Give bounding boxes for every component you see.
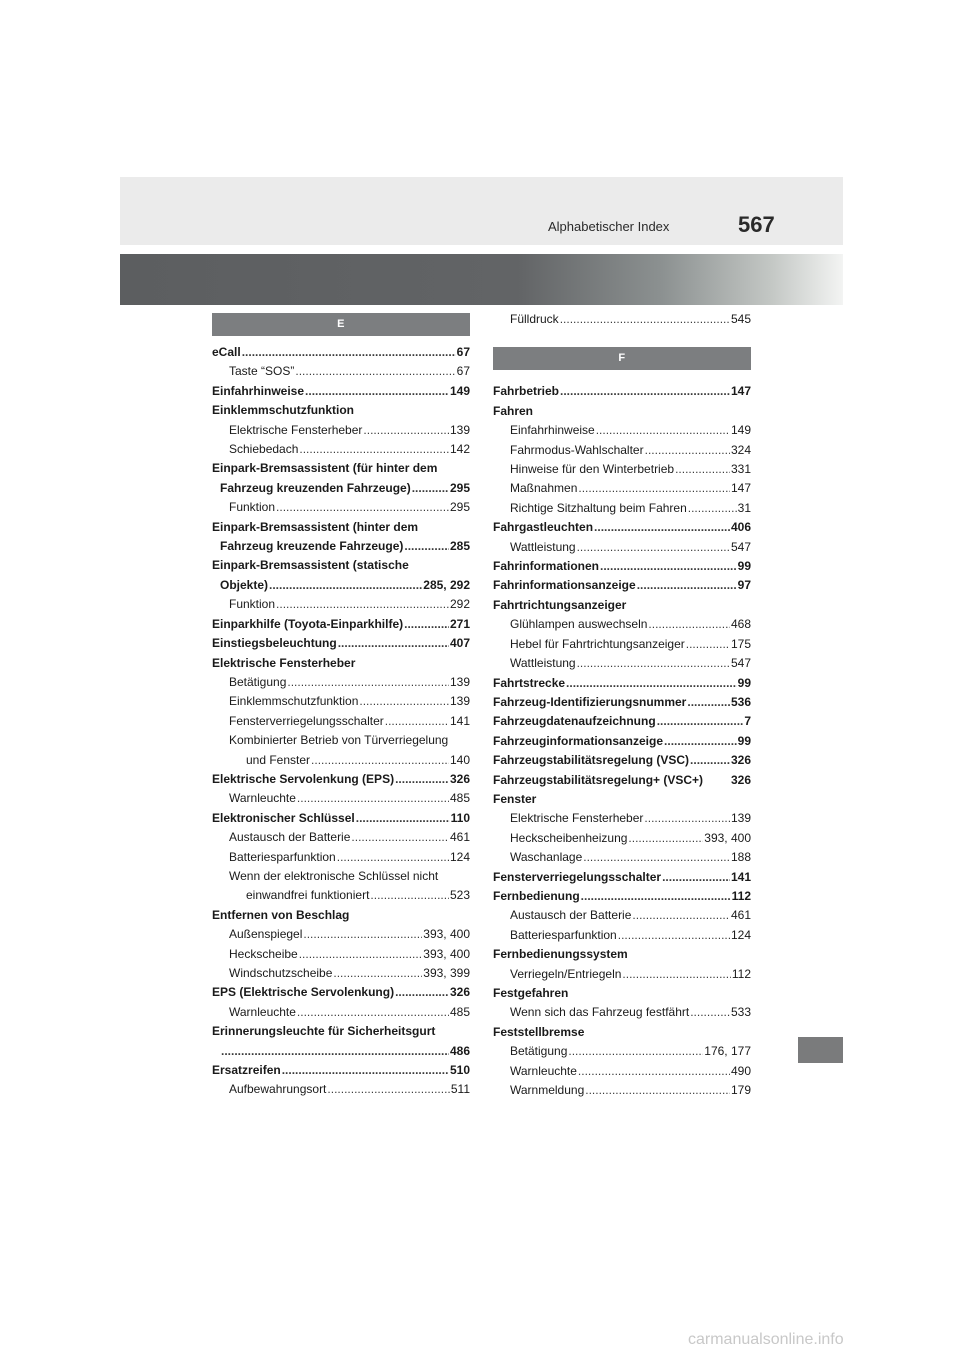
leader-dots bbox=[287, 673, 449, 692]
entry-term: Windschutzscheibe bbox=[229, 966, 333, 980]
index-entry[interactable]: Fernbedienungssystem bbox=[493, 947, 628, 962]
index-entry[interactable] bbox=[212, 983, 470, 1002]
index-entry[interactable] bbox=[493, 615, 751, 634]
leader-dots bbox=[337, 848, 449, 867]
leader-dots bbox=[594, 518, 730, 537]
entry-page-number[interactable]: 295 bbox=[449, 500, 470, 515]
entry-term: Wattleistung bbox=[510, 656, 576, 671]
entry-page-number[interactable]: 536 bbox=[730, 694, 751, 709]
leader-dots bbox=[297, 1003, 449, 1022]
index-entry[interactable] bbox=[493, 310, 751, 329]
entry-term: Fahrbetrieb bbox=[493, 384, 560, 399]
index-entry[interactable] bbox=[493, 654, 751, 673]
entry-page-number[interactable]: 461 bbox=[730, 908, 751, 923]
entry-page-number[interactable]: 141 bbox=[730, 869, 751, 884]
leader-dots bbox=[221, 1042, 449, 1061]
leader-dots bbox=[648, 615, 730, 634]
entry-page-number[interactable]: 547 bbox=[730, 539, 751, 554]
leader-dots bbox=[657, 712, 744, 731]
section-title: Alphabetischer Index bbox=[548, 219, 670, 234]
index-entry[interactable] bbox=[212, 343, 470, 362]
entry-page-number[interactable]: 393, 400 bbox=[423, 946, 470, 961]
entry-term: eCall bbox=[212, 345, 241, 359]
leader-dots bbox=[276, 498, 449, 517]
letter-heading-f: F bbox=[493, 347, 751, 370]
entry-term: Heckscheibenheizung bbox=[510, 830, 628, 845]
leader-dots bbox=[644, 809, 730, 828]
leader-dots bbox=[303, 925, 422, 944]
entry-page-number[interactable]: 326 bbox=[730, 772, 751, 787]
entry-page-number[interactable]: 510 bbox=[449, 1063, 470, 1078]
entry-term: Einklemmschutzfunktion bbox=[229, 694, 359, 709]
leader-dots bbox=[363, 421, 449, 440]
leader-dots bbox=[305, 382, 449, 401]
entry-page-number[interactable]: 407 bbox=[449, 636, 470, 651]
entry-page-number[interactable]: 140 bbox=[449, 752, 470, 767]
index-column-right bbox=[493, 310, 751, 1100]
index-entry[interactable] bbox=[493, 1003, 751, 1022]
entry-page-number[interactable]: 112 bbox=[731, 966, 751, 981]
index-pre-entries bbox=[493, 310, 751, 329]
index-entry[interactable] bbox=[493, 829, 751, 848]
index-entry[interactable] bbox=[493, 479, 751, 498]
index-entry[interactable] bbox=[493, 887, 751, 906]
index-entry[interactable] bbox=[493, 693, 751, 712]
entry-page-number[interactable]: 485 bbox=[449, 791, 470, 806]
leader-dots bbox=[690, 1003, 730, 1022]
index-entry[interactable] bbox=[493, 538, 751, 557]
leader-dots bbox=[675, 460, 730, 479]
entry-term: Fülldruck bbox=[510, 312, 559, 326]
entry-term: Fahrzeuginformationsanzeige bbox=[493, 733, 664, 748]
leader-dots bbox=[581, 887, 731, 906]
entry-page-number[interactable]: 99 bbox=[737, 559, 751, 574]
index-entries-f bbox=[493, 382, 751, 1100]
entry-term: Hinweise für den Winterbetrieb bbox=[510, 462, 675, 477]
entry-page-number[interactable]: 461 bbox=[449, 830, 470, 845]
index-entry[interactable]: Einpark-Bremsassistent (hinter dem bbox=[212, 519, 419, 534]
entry-term: Elektronischer Schlüssel bbox=[212, 810, 355, 825]
index-column-left bbox=[212, 343, 470, 1100]
entry-term: Fahrzeugstabilitätsregelung+ (VSC+) bbox=[493, 772, 704, 787]
entry-term: Fahrmodus-Wahlschalter bbox=[510, 442, 644, 457]
entry-term: Warnmeldung bbox=[510, 1083, 585, 1098]
entry-term: Heckscheibe bbox=[229, 946, 298, 961]
index-entry[interactable] bbox=[212, 848, 470, 867]
entry-page-number[interactable]: 124 bbox=[449, 849, 470, 864]
entry-term: Fahrgastleuchten bbox=[493, 520, 594, 535]
index-entry[interactable] bbox=[493, 906, 751, 925]
entry-page-number[interactable]: 179 bbox=[730, 1083, 751, 1098]
leader-dots bbox=[359, 692, 449, 711]
entry-term: Objekte) bbox=[220, 577, 269, 592]
index-entry[interactable]: Einpark-Bremsassistent (statische bbox=[212, 558, 409, 573]
index-entry[interactable] bbox=[212, 576, 470, 595]
index-entry[interactable] bbox=[493, 751, 751, 770]
entry-term: Fahrinformationsanzeige bbox=[493, 578, 636, 593]
entry-page-number[interactable]: 149 bbox=[730, 423, 751, 438]
entry-page-number[interactable]: 99 bbox=[737, 733, 751, 748]
entry-page-number[interactable]: 176, 177 bbox=[704, 1044, 751, 1059]
entry-page-number[interactable]: 285, 292 bbox=[423, 577, 470, 592]
entry-page-number[interactable]: 142 bbox=[449, 442, 470, 457]
index-entry[interactable]: Fahren bbox=[493, 403, 534, 418]
entry-term: EPS (Elektrische Servolenkung) bbox=[212, 985, 395, 1000]
entry-term: Betätigung bbox=[510, 1044, 568, 1059]
leader-dots bbox=[351, 828, 449, 847]
index-entry[interactable]: Einpark-Bremsassistent (für hinter dem bbox=[212, 461, 438, 476]
leader-dots bbox=[299, 945, 423, 964]
index-entry[interactable]: Fahrtrichtungsanzeiger bbox=[493, 597, 627, 612]
entry-page-number[interactable]: 139 bbox=[449, 674, 470, 689]
index-entry[interactable] bbox=[493, 1081, 751, 1100]
entry-term: Wattleistung bbox=[510, 539, 576, 554]
entry-page-number[interactable]: 31 bbox=[737, 500, 751, 515]
entry-term: Ersatzreifen bbox=[212, 1063, 281, 1078]
leader-dots bbox=[242, 343, 456, 362]
leader-dots bbox=[295, 362, 455, 381]
leader-dots bbox=[622, 965, 730, 984]
entry-page-number[interactable]: 188 bbox=[730, 850, 751, 865]
index-entry[interactable] bbox=[212, 595, 470, 614]
index-entry[interactable] bbox=[493, 499, 751, 518]
entry-page-number[interactable]: 326 bbox=[730, 753, 751, 768]
entry-term: Austausch der Batterie bbox=[229, 830, 351, 845]
entry-term: Einparkhilfe (Toyota-Einparkhilfe) bbox=[212, 616, 404, 631]
entry-page-number[interactable]: 490 bbox=[730, 1063, 751, 1078]
index-entry[interactable] bbox=[212, 634, 470, 653]
leader-dots bbox=[327, 1080, 449, 1099]
index-entry[interactable] bbox=[493, 965, 751, 984]
entry-term: Wenn sich das Fahrzeug festfährt bbox=[510, 1005, 690, 1020]
leader-dots bbox=[687, 693, 730, 712]
index-entry[interactable] bbox=[212, 615, 470, 634]
entry-term: Fahrzeug-Identifizierungsnummer bbox=[493, 694, 687, 709]
entry-term: Schiebedach bbox=[229, 442, 299, 457]
leader-dots bbox=[311, 751, 449, 770]
entry-term: Funktion bbox=[229, 500, 276, 515]
index-entry[interactable] bbox=[212, 1061, 470, 1080]
leader-dots bbox=[404, 537, 449, 556]
entry-page-number[interactable]: 110 bbox=[450, 810, 470, 825]
entry-term: Fensterverriegelungsschalter bbox=[493, 869, 662, 884]
entry-page-number[interactable]: 295 bbox=[449, 480, 470, 495]
leader-dots bbox=[600, 557, 737, 576]
leader-dots bbox=[560, 382, 730, 401]
entry-page-number[interactable]: 511 bbox=[450, 1082, 470, 1097]
entry-term: Funktion bbox=[229, 597, 276, 612]
entry-page-number[interactable]: 139 bbox=[449, 694, 470, 709]
leader-dots bbox=[628, 829, 703, 848]
index-entry[interactable] bbox=[493, 926, 751, 945]
leader-dots bbox=[632, 906, 730, 925]
index-entry[interactable] bbox=[493, 382, 751, 401]
index-entry[interactable] bbox=[212, 751, 470, 770]
leader-dots bbox=[690, 751, 730, 770]
entry-page-number[interactable]: 393, 400 bbox=[704, 830, 751, 845]
index-entry[interactable] bbox=[212, 770, 470, 789]
leader-dots bbox=[577, 538, 730, 557]
entry-page-number[interactable]: 99 bbox=[737, 675, 751, 690]
leader-dots bbox=[282, 1061, 449, 1080]
leader-dots bbox=[596, 421, 730, 440]
entry-page-number[interactable]: 285 bbox=[449, 539, 470, 554]
entry-term: Richtige Sitzhaltung beim Fahren bbox=[510, 500, 687, 515]
entry-page-number[interactable]: 486 bbox=[449, 1043, 470, 1058]
index-entry[interactable] bbox=[212, 692, 470, 711]
leader-dots bbox=[395, 983, 449, 1002]
leader-dots bbox=[583, 848, 730, 867]
entry-term: Einfahrhinweise bbox=[510, 423, 595, 438]
entry-term: Elektrische Fensterheber bbox=[229, 422, 363, 437]
entry-page-number[interactable]: 326 bbox=[449, 985, 470, 1000]
entry-page-number[interactable]: 7 bbox=[744, 714, 751, 729]
watermark: carmanualsonline.info bbox=[688, 1331, 844, 1348]
entry-term: Taste “SOS” bbox=[229, 364, 295, 379]
index-entry[interactable] bbox=[493, 809, 751, 828]
index-entry[interactable] bbox=[212, 964, 470, 983]
entry-page-number[interactable]: 331 bbox=[730, 462, 751, 477]
entry-page-number[interactable]: 393, 399 bbox=[423, 966, 470, 980]
index-entry[interactable] bbox=[212, 789, 470, 808]
leader-dots bbox=[686, 635, 730, 654]
leader-dots bbox=[385, 712, 449, 731]
index-entry[interactable]: Festgefahren bbox=[493, 986, 569, 1000]
index-entry[interactable] bbox=[212, 673, 470, 692]
header-band bbox=[120, 254, 843, 305]
entry-term: Fahrzeugstabilitätsregelung (VSC) bbox=[493, 753, 690, 768]
index-entry[interactable] bbox=[493, 460, 751, 479]
index-entry[interactable] bbox=[493, 674, 751, 693]
entry-term: Außenspiegel bbox=[229, 927, 303, 942]
entry-term: Warnleuchte bbox=[229, 1004, 296, 1019]
index-entry[interactable] bbox=[212, 886, 470, 905]
thumb-index-tab[interactable] bbox=[798, 1037, 843, 1063]
index-entry[interactable] bbox=[212, 809, 470, 828]
index-entry[interactable] bbox=[493, 557, 751, 576]
leader-dots bbox=[664, 732, 737, 751]
page-number: 567 bbox=[738, 212, 775, 237]
entry-term: Fernbedienung bbox=[493, 888, 580, 903]
letter-heading-e: E bbox=[212, 313, 470, 336]
index-entry[interactable] bbox=[212, 945, 470, 964]
leader-dots bbox=[560, 310, 730, 329]
leader-dots bbox=[578, 1062, 730, 1081]
index-entry[interactable] bbox=[493, 732, 751, 751]
entry-term: Batteriesparfunktion bbox=[510, 927, 617, 942]
entry-page-number[interactable]: 292 bbox=[449, 597, 470, 612]
index-entry[interactable]: Fenster bbox=[493, 791, 537, 806]
entry-page-number[interactable]: 67 bbox=[456, 345, 470, 359]
index-entry[interactable]: Entfernen von Beschlag bbox=[212, 907, 350, 922]
index-entry[interactable] bbox=[493, 712, 751, 731]
index-entry[interactable] bbox=[212, 421, 470, 440]
index-entry[interactable] bbox=[212, 537, 470, 556]
entry-term: Fahrzeugdatenaufzeichnung bbox=[493, 714, 656, 729]
entry-term: Fahrtstrecke bbox=[493, 675, 566, 690]
entry-term: Fensterverriegelungsschalter bbox=[229, 713, 384, 728]
leader-dots bbox=[412, 479, 449, 498]
leader-dots bbox=[276, 595, 449, 614]
entry-page-number[interactable]: 547 bbox=[730, 656, 751, 671]
leader-dots bbox=[688, 499, 737, 518]
entry-page-number[interactable]: 149 bbox=[449, 383, 470, 398]
entry-page-number[interactable]: 147 bbox=[730, 384, 751, 399]
entry-term: Batteriesparfunktion bbox=[229, 849, 336, 864]
index-entry[interactable] bbox=[212, 498, 470, 517]
entry-page-number[interactable]: 485 bbox=[449, 1004, 470, 1019]
entry-page-number[interactable]: 147 bbox=[730, 481, 751, 496]
index-entry[interactable] bbox=[212, 828, 470, 847]
leader-dots bbox=[333, 964, 422, 983]
leader-dots bbox=[618, 926, 730, 945]
entry-term: Hebel für Fahrtrichtungsanzeiger bbox=[510, 636, 685, 651]
entry-page-number[interactable]: 67 bbox=[456, 364, 470, 379]
leader-dots bbox=[404, 615, 449, 634]
entry-page-number[interactable]: 124 bbox=[730, 927, 751, 942]
entry-page-number[interactable]: 175 bbox=[730, 636, 751, 651]
index-entry[interactable]: Erinnerungsleuchte für Sicherheitsgurt bbox=[212, 1024, 436, 1039]
entry-term: Fahrzeug kreuzende Fahrzeuge) bbox=[220, 539, 404, 554]
index-entry[interactable] bbox=[493, 635, 751, 654]
leader-dots bbox=[566, 674, 737, 693]
entry-page-number[interactable]: 97 bbox=[737, 578, 751, 593]
entry-term: Waschanlage bbox=[510, 850, 583, 865]
leader-dots bbox=[662, 868, 730, 887]
leader-dots bbox=[299, 440, 449, 459]
entry-term: Einstiegsbeleuchtung bbox=[212, 636, 337, 651]
entry-page-number[interactable]: 141 bbox=[449, 713, 470, 728]
entry-page-number[interactable]: 326 bbox=[449, 771, 470, 786]
entry-page-number[interactable]: 406 bbox=[730, 520, 751, 535]
index-entry[interactable] bbox=[212, 1003, 470, 1022]
index-entry[interactable] bbox=[212, 925, 470, 944]
leader-dots bbox=[338, 634, 449, 653]
index-entry[interactable] bbox=[212, 362, 470, 381]
entry-term: Glühlampen auswechseln bbox=[510, 617, 648, 632]
leader-dots bbox=[297, 789, 449, 808]
entry-page-number[interactable]: 139 bbox=[730, 811, 751, 826]
leader-dots bbox=[637, 576, 737, 595]
index-entry[interactable] bbox=[493, 576, 751, 595]
entry-term: Verriegeln/Entriegeln bbox=[510, 966, 622, 981]
entry-term: und Fenster bbox=[246, 752, 311, 767]
leader-dots bbox=[577, 654, 730, 673]
entry-page-number[interactable]: 545 bbox=[730, 312, 751, 326]
index-entry[interactable] bbox=[493, 518, 751, 537]
entry-page-number[interactable]: 468 bbox=[730, 617, 751, 632]
leader-dots bbox=[356, 809, 450, 828]
index-entry[interactable] bbox=[493, 848, 751, 867]
entry-page-number[interactable]: 324 bbox=[730, 442, 751, 457]
index-entry[interactable] bbox=[493, 441, 751, 460]
leader-dots bbox=[568, 1042, 703, 1061]
entry-page-number[interactable]: 523 bbox=[449, 888, 470, 903]
index-entry[interactable] bbox=[493, 1062, 751, 1081]
entry-term: Betätigung bbox=[229, 674, 287, 689]
entry-term: Fahrzeug kreuzenden Fahrzeuge) bbox=[220, 480, 411, 495]
leader-dots bbox=[269, 576, 422, 595]
index-entry[interactable]: Wenn der elektronische Schlüssel nicht bbox=[229, 868, 439, 883]
entry-term: Einfahrhinweise bbox=[212, 383, 305, 398]
index-entry[interactable] bbox=[212, 382, 470, 401]
leader-dots bbox=[585, 1081, 730, 1100]
entry-term: Warnleuchte bbox=[510, 1063, 577, 1078]
index-entry[interactable] bbox=[493, 771, 751, 790]
leader-dots bbox=[578, 479, 730, 498]
index-entry[interactable] bbox=[493, 421, 751, 440]
entry-page-number[interactable]: 393, 400 bbox=[423, 927, 470, 942]
index-entry[interactable]: Kombinierter Betrieb von Türverriegelung bbox=[229, 733, 449, 748]
index-entry[interactable]: Feststellbremse bbox=[493, 1024, 585, 1039]
index-entry[interactable] bbox=[493, 868, 751, 887]
index-entry[interactable] bbox=[212, 712, 470, 731]
entry-term: Fahrinformationen bbox=[493, 559, 600, 574]
leader-dots bbox=[645, 441, 730, 460]
entry-page-number[interactable]: 533 bbox=[730, 1005, 751, 1020]
index-entry[interactable] bbox=[212, 479, 470, 498]
header-box bbox=[120, 177, 843, 245]
entry-term: Warnleuchte bbox=[229, 791, 296, 806]
index-entry[interactable]: Einklemmschutzfunktion bbox=[212, 403, 355, 418]
entry-term: Elektrische Fensterheber bbox=[510, 811, 644, 826]
entry-term: einwandfrei funktioniert bbox=[246, 888, 370, 903]
entry-term: Maßnahmen bbox=[510, 481, 578, 496]
index-entry[interactable]: Elektrische Fensterheber bbox=[212, 655, 356, 670]
index-entry[interactable] bbox=[212, 1042, 470, 1061]
entry-page-number[interactable]: 139 bbox=[449, 422, 470, 437]
index-entry[interactable] bbox=[212, 440, 470, 459]
index-entry[interactable] bbox=[212, 1080, 470, 1099]
entry-page-number[interactable]: 112 bbox=[731, 888, 751, 903]
index-entry[interactable] bbox=[493, 1042, 751, 1061]
entry-term: Elektrische Servolenkung (EPS) bbox=[212, 771, 395, 786]
entry-page-number[interactable]: 271 bbox=[449, 616, 470, 631]
entry-term: Austausch der Batterie bbox=[510, 908, 632, 923]
leader-dots bbox=[395, 770, 449, 789]
entry-term: Aufbewahrungsort bbox=[229, 1082, 327, 1097]
leader-dots bbox=[370, 886, 449, 905]
